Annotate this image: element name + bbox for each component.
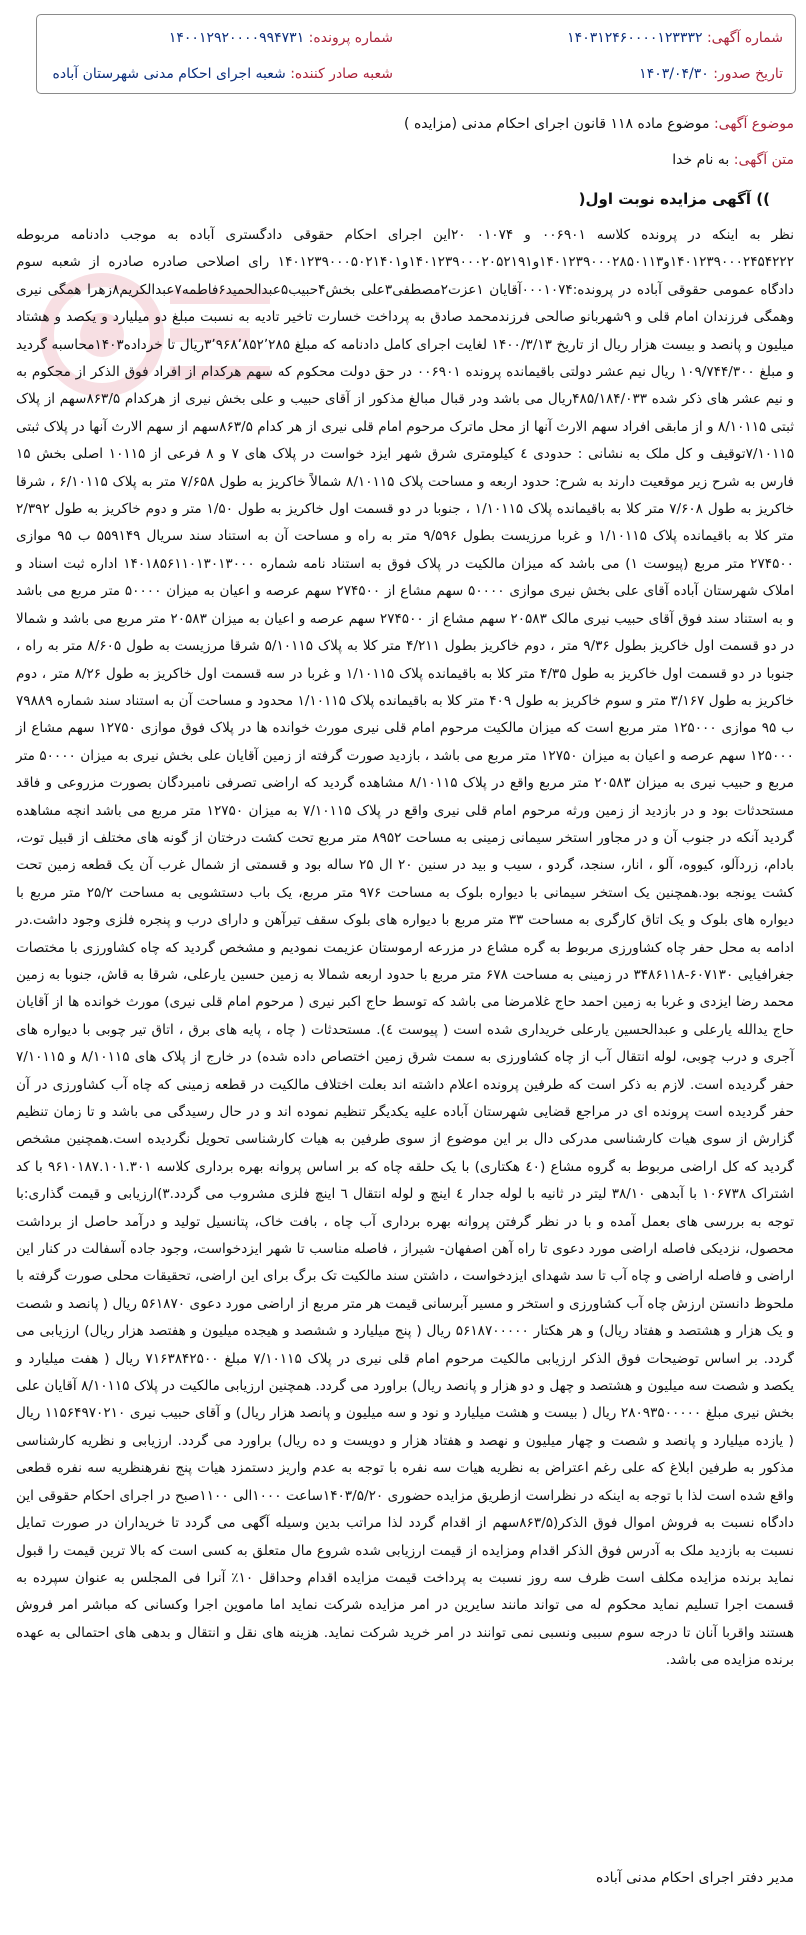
subject-label: موضوع آگهی: [713, 116, 794, 132]
issuing-branch-label: شعبه صادر کننده: [290, 66, 393, 82]
notice-number-label: شماره آگهی: [706, 30, 783, 46]
header-row-1 [37, 21, 795, 55]
notice-header-box [36, 14, 796, 94]
issue-date-field [639, 57, 783, 91]
header-row-2 [37, 57, 795, 91]
auction-round-title: )آگهی مزایده نوبت اول (( [578, 190, 770, 208]
notice-subject [404, 116, 794, 132]
case-number-value: ۱۴۰۰۱۲۹۲۰۰۰۰۹۹۴۷۳۱ [168, 30, 305, 46]
issuing-branch-field [53, 57, 393, 91]
signature-line: مدیر دفتر اجرای احکام مدنی آباده [596, 1870, 794, 1886]
issue-date-value: ۱۴۰۳/۰۴/۳۰ [639, 66, 709, 82]
notice-number-value: ۱۴۰۳۱۲۴۶۰۰۰۰۱۲۳۳۳۲ [567, 30, 703, 46]
text-heading-value: به نام خدا [672, 152, 730, 168]
issue-date-label: تاریخ صدور: [713, 66, 783, 82]
text-label: متن آگهی: [733, 152, 794, 168]
case-number-field [169, 21, 393, 55]
issuing-branch-value: شعبه اجرای احکام مدنی شهرستان آباده [52, 66, 286, 82]
notice-number-field [567, 21, 783, 55]
notice-body-text: نظر به اینکه در پرونده کلاسه ۰۰۶۹۰۱ و ۰۱۰۷۴ ۲۰این اجرای احکام حقوقی دادگستری آباده به موجب دادنامه مربوطه ۱۴۰۱۲۳۹۰۰۰۲۴۵۴۲۲۲و۱۴۰۱۲۳۹۰۰۰۲۸۵۰۱۱۳و۱۴۰۱۲۳۹۰۰۰۲۰۵۲۱۹۱و۱۴۰۱۲۳۹۰۰۰۵۰۲۱۴۰۱ رای اصلاحی صادره صادره از شعبه سوم دادگاه عمومی حقوقی آباده در پرونده:۰۰۰۱۰۷۴آقایان ۱عزت۲مصطفی۳علی بخش۴حبیب۵عبدالحمید۶فاطمه۷عبدالکریم۸زهرا همگی نیری وهمگی فرزندان امام قلی و ۹شهربانو صالحی فرزندمحمد صادق به پرداخت خسارت تاخیر تادیه به نسبت مبلغ دو میلیارد و یکصد و هشتاد میلیون و پانصد و بیست هزار ریال از تاریخ ۱۴۰۰/۳/۱۳ لغایت اجرای کامل دادنامه که مبلغ ۳٬۹۶۸٬۸۵۲٬۲۸۵ریال تا خرداده۱۴۰۳محاسبه گردید و مبلغ ۱۰۹/۷۴۴/۳۰۰ ریال نیم عشر دولتی باقیمانده پرونده ۰۰۶۹۰۱ در حق دولت محکوم که سهم هرکدام از افراد فوق الذکر از محکوم به و نیم عشر های ذکر شده ۴۸۵/۱۸۴/۰۳۳ریال می باشد ودر قبال مبالغ مذکور از آقای حبیب و علی بخش نیری از هرکدام ۸۶۳/۵سهم از پلاک ثبتی ۸/۱۰۱۱۵ و از مابقی افراد سهم الارث آنها از محل ماترک مرحوم امام قلی نیری از هر کدام ۸۶۳/۵سهم از سهم الارث آنها در پلاک ثبتی ۷/۱۰۱۱۵توقیف و کل ملک به نشانی : حدودی ٤ کیلومتری شرق شهر ایزد خواست در پلاک های ۷ و ۸ فرعی از ۱۰۱۱۵ اصلی بخش ۱۵ فارس به شرح زیر موقعیت دارند به شرح: حدود اربعه و مساحت پلاک ۸/۱۰۱۱۵ شمالاً خاکریز به طول ۷/۶۵۸ متر به پلاک ۶/۱۰۱۱۵ ، شرقا خاکریز به طول ۷/۶۰۸ متر کلا به باقیمانده پلاک ۱/۱۰۱۱۵ ، جنوبا در دو قسمت اول خاکریز به طول ۱/۵۰ متر و دوم خاکریز به طول ۲/۳۹۲ متر کلا به باقیمانده پلاک ۱/۱۰۱۱۵ و غربا مرزیست بطول ۹/۵۹۶ متر به راه و مساحت آن به استناد سند سریال ۵۵۹۱۴۹ ب ۹۵ موازی ۲۷۴۵۰۰ متر مربع (پیوست ۱) می باشد که میزان مالکیت در پلاک فوق به استناد نامه شماره ۱۴۰۱۸۵۶۱۱۰۱۳۰۱۳۰۰۰ اداره ثبت اسناد و املاک شهرستان آباده آقای علی بخش نیری موازی ۵۰۰۰۰ سهم مشاع از ۲۷۴۵۰۰ سهم عرصه و اعیان به میزان ۵۰۰۰۰ متر مربع می باشد و به استناد سند فوق آقای حبیب نیری مالک ۲۰۵۸۳ سهم مشاع از ۲۷۴۵۰۰ سهم عرصه و اعیان به میزان ۲۰۵۸۳ متر مربع می باشد و شمالا در دو قسمت اول خاکریز بطول ۹/۳۶ متر ، دوم خاکریز بطول ۴/۲۱۱ متر کلا به پلاک ۵/۱۰۱۱۵ شرقا مرزیست به طول ۸/۶۰۵ متر به راه ، جنوبا در دو قسمت اول خاکریز به طول ۴/۳۵ متر کلا به باقیمانده پلاک ۱/۱۰۱۱۵ و غربا در سه قسمت اول خاکریز به طول ۸/۲۶ متر ، دوم خاکریز به طول ۳/۱۶۷ متر و سوم خاکریز به طول ۴۰۹ متر کلا به باقیمانده پلاک ۱/۱۰۱۱۵ محدود و مساحت آن به استناد سند شماره ۷۹۸۸۹ ب ۹۵ موازی ۱۲۵۰۰۰ متر مربع است که میزان مالکیت مرحوم امام قلی نیری مورث خوانده ها در پلاک فوق موازی ۱۲۷۵۰ سهم مشاع از ۱۲۵۰۰۰ سهم عرصه و اعیان به میزان ۱۲۷۵۰ متر مربع می باشد ، بازدید صورت گرفته از زمین آقایان علی بخش نیری به میزان ۵۰۰۰۰ متر مربع و حبیب نیری به میزان ۲۰۵۸۳ متر مربع واقع در پلاک ۸/۱۰۱۱۵ مشاهده گردید که اراضی تصرفی نامبردگان بصورت مزروعی و فاقد مستحدثات بود و در بازدید از زمین ورثه مرحوم امام قلی نیری واقع در پلاک ۷/۱۰۱۱۵ به میزان ۱۲۷۵۰ متر مربع می باشد انچه مشاهده گردید آنکه در جنوب آن و در مجاور استخر سیمانی زمینی به مساحت ۸۹۵۲ متر مربع تحت کشت درختان از گونه های مختلف از قبیل توت، بادام، زردآلو، کیووه، آلو ، انار، سنجد، گردو ، سیب و بید در سنین ۲۰ ال ۲۵ ساله بود و قسمتی از شمال غرب آن یک قطعه زمین تحت کشت یونجه بود.همچنین یک استخر سیمانی با دیواره بلوک به مساحت ۹۷۶ متر مربع، یک باب دستشویی به مساحت ۲۵/۲ متر مربع با دیواره های بلوک و یک اتاق کارگری به مساحت ۳۳ متر مربع با دیواره های بلوک سقف تیرآهن و دارای درب و پنجره فلزی وجود داشت.در ادامه به محل حفر چاه کشاورزی مربوط به گره مشاع در مزرعه ارموستان عزیمت نمودیم و مشخص گردید که چاه کشاورزی با مختصات جغرافیایی ۶۰۷۱۳۰-۳۴۸۶۱۱۸ در زمینی به مساحت ۶۷۸ متر مربع با حدود اربعه شمالا به زمین حسین یارعلی، شرقا به قاش، جنوبا به زمین محمد رضا ایزدی و غربا به زمین احمد حاج غلامرضا می باشد که توسط حاج اکبر نیری ( مرحوم امام قلی نیری) مورث خوانده ها از آقایان حاج یدالله یارعلی و عبدالحسین یارعلی خریداری شده است ( پیوست ٤). مستحدثات ( چاه ، پایه های برق ، اتاق تیر چوبی با دیواره های آجری و درب چوبی، لوله انتقال آب از چاه کشاورزی به سمت شرق زمین اختصاص داده شده) در خارج از پلاک های ۸/۱۰۱۱۵ و ۷/۱۰۱۱۵ حفر گردیده است. لازم به ذکر است که طرفین پرونده اعلام داشته اند بعلت اختلاف مالکیت در قطعه زمینی که چاه آب کشاورزی در آن حفر گردیده است پرونده ای در مراجع قضایی شهرستان آباده علیه یکدیگر تنظیم نموده اند و در حال رسیدگی می باشد و تا زمان تنظیم گزارش از سوی هیات کارشناسی مدرکی دال بر این موضوع از سوی طرفین به هیات کارشناسی تحویل نگردیده است.همچنین مشخص گردید که کل اراضی مربوط به گروه مشاع (٤٠ هکتاری) با یک حلقه چاه که بر اساس پروانه بهره برداری کلاسه ۹۶۱۰۱۸۷.۱۰۱.۳۰۱ با کد اشتراک ۱۰۶۷۳۸ با آبدهی ۳۸/۱۰ لیتر در ثانیه با لوله جدار ٤ اینچ و لوله انتقال ٦ اینچ فلزی مشروب می گردد.۳)ارزیابی و قیمت گذاری:با توجه به بررسی های بعمل آمده و با در نظر گرفتن پروانه بهره برداری آب چاه ، بافت خاک، پتانسیل تولید و درآمد حاصل از برداشت محصول، نزدیکی فاصله اراضی مورد دعوی تا راه آهن اصفهان- شیراز ، فاصله مناسب تا شهر ایزدخواست، وجود جاده آسفالت در کنار این اراضی و فاصله اراضی و چاه آب تا سد شهدای ایزدخواست ، داشتن سند مالکیت تک برگ برای این اراضی، تحقیقات محلی صورت گرفته با ملحوظ دانستن ارزش چاه آب کشاورزی و استخر و مسیر آبرسانی قیمت هر متر مربع از اراضی مورد دعوی ۵۶۱۸۷۰ ریال ( پانصد و شصت و یک هزار و هشتصد و هفتاد ریال) و هر هکتار ۵۶۱۸۷۰۰۰۰۰ ریال ( پنج میلیارد و ششصد و هیجده میلیون و هفتصد هزار ریال) ارزیابی می گردد. بر اساس توضیحات فوق الذکر ارزیابی مالکیت مرحوم امام قلی نیری در پلاک ۷/۱۰۱۱۵ مبلغ ۷۱۶۳۸۴۲۵۰۰ ریال ( هفت میلیارد و یکصد و شصت سه میلیون و هشتصد و چهل و دو هزار و پانصد ریال) براورد می گردد. همچنین ارزیابی مالکیت در پلاک ۸/۱۰۱۱۵ آقایان علی بخش نیری مبلغ ۲۸۰۹۳۵۰۰۰۰۰ ریال ( بیست و هشت میلیارد و نود و سه میلیون و پانصد هزار ریال) و آقای حبیب نیری ۱۱۵۶۴۹۷۰۲۱۰ ریال ( یازده میلیارد و پانصد و شصت و چهار میلیون و نهصد و هفتاد هزار و دویست و ده ریال) براورد می گردد. ارزیابی و نظریه کارشناسی مذکور به طرفین ابلاغ که علی رغم اعتراض به نظریه هیات سه نفره با توجه به عدم واریز دستمزد هیات پنج نفرهنظریه سه نفره قطعی واقع شده است لذا با توجه به اینکه در نظراست ازطریق مزایده حضوری ۱۴۰۳/۵/۲۰ساعت ۱۰۰۰الی ۱۱۰۰صبح در اجرای احکام حقوقی این دادگاه نسبت به فروش اموال فوق الذکر(۸۶۳/۵سهم از اقدام گردد لذا مراتب بدین وسیله آگهی می گردد تا خریداران در صورت تمایل نسبت به بازدید ملک به آدرس فوق الذکر اقدام ومزایده از قیمت ارزیابی شده شروع مال متعلق به کسی است که بالا ترین قیمت را قبول نماید برنده مزایده مکلف است ظرف سه روز نسبت به پرداخت قیمت مزایده اقدام وحداقل ۱۰٪ آنرا فی المجلس به عنوان سپرده به قسمت اجرا تسلیم نماید محکوم له می تواند مانند سایرین در امر مزایده شرکت نماید اما ماموین اجرا وکسانی که مباشر امر فروش هستند واقربا آنان تا درجه سوم سببی ونسبی نمی توانند در امر خرید شرکت نماید. هزینه های نقل و انتقال و بدهی های احتمالی به عهده برنده مزایده می باشد. [16, 227, 795, 1669]
notice-text-heading [672, 152, 794, 168]
case-number-label: شماره پرونده: [308, 30, 393, 46]
subject-value: موضوع ماده ۱۱۸ قانون اجرای احکام مدنی (مزایده ) [404, 116, 710, 132]
